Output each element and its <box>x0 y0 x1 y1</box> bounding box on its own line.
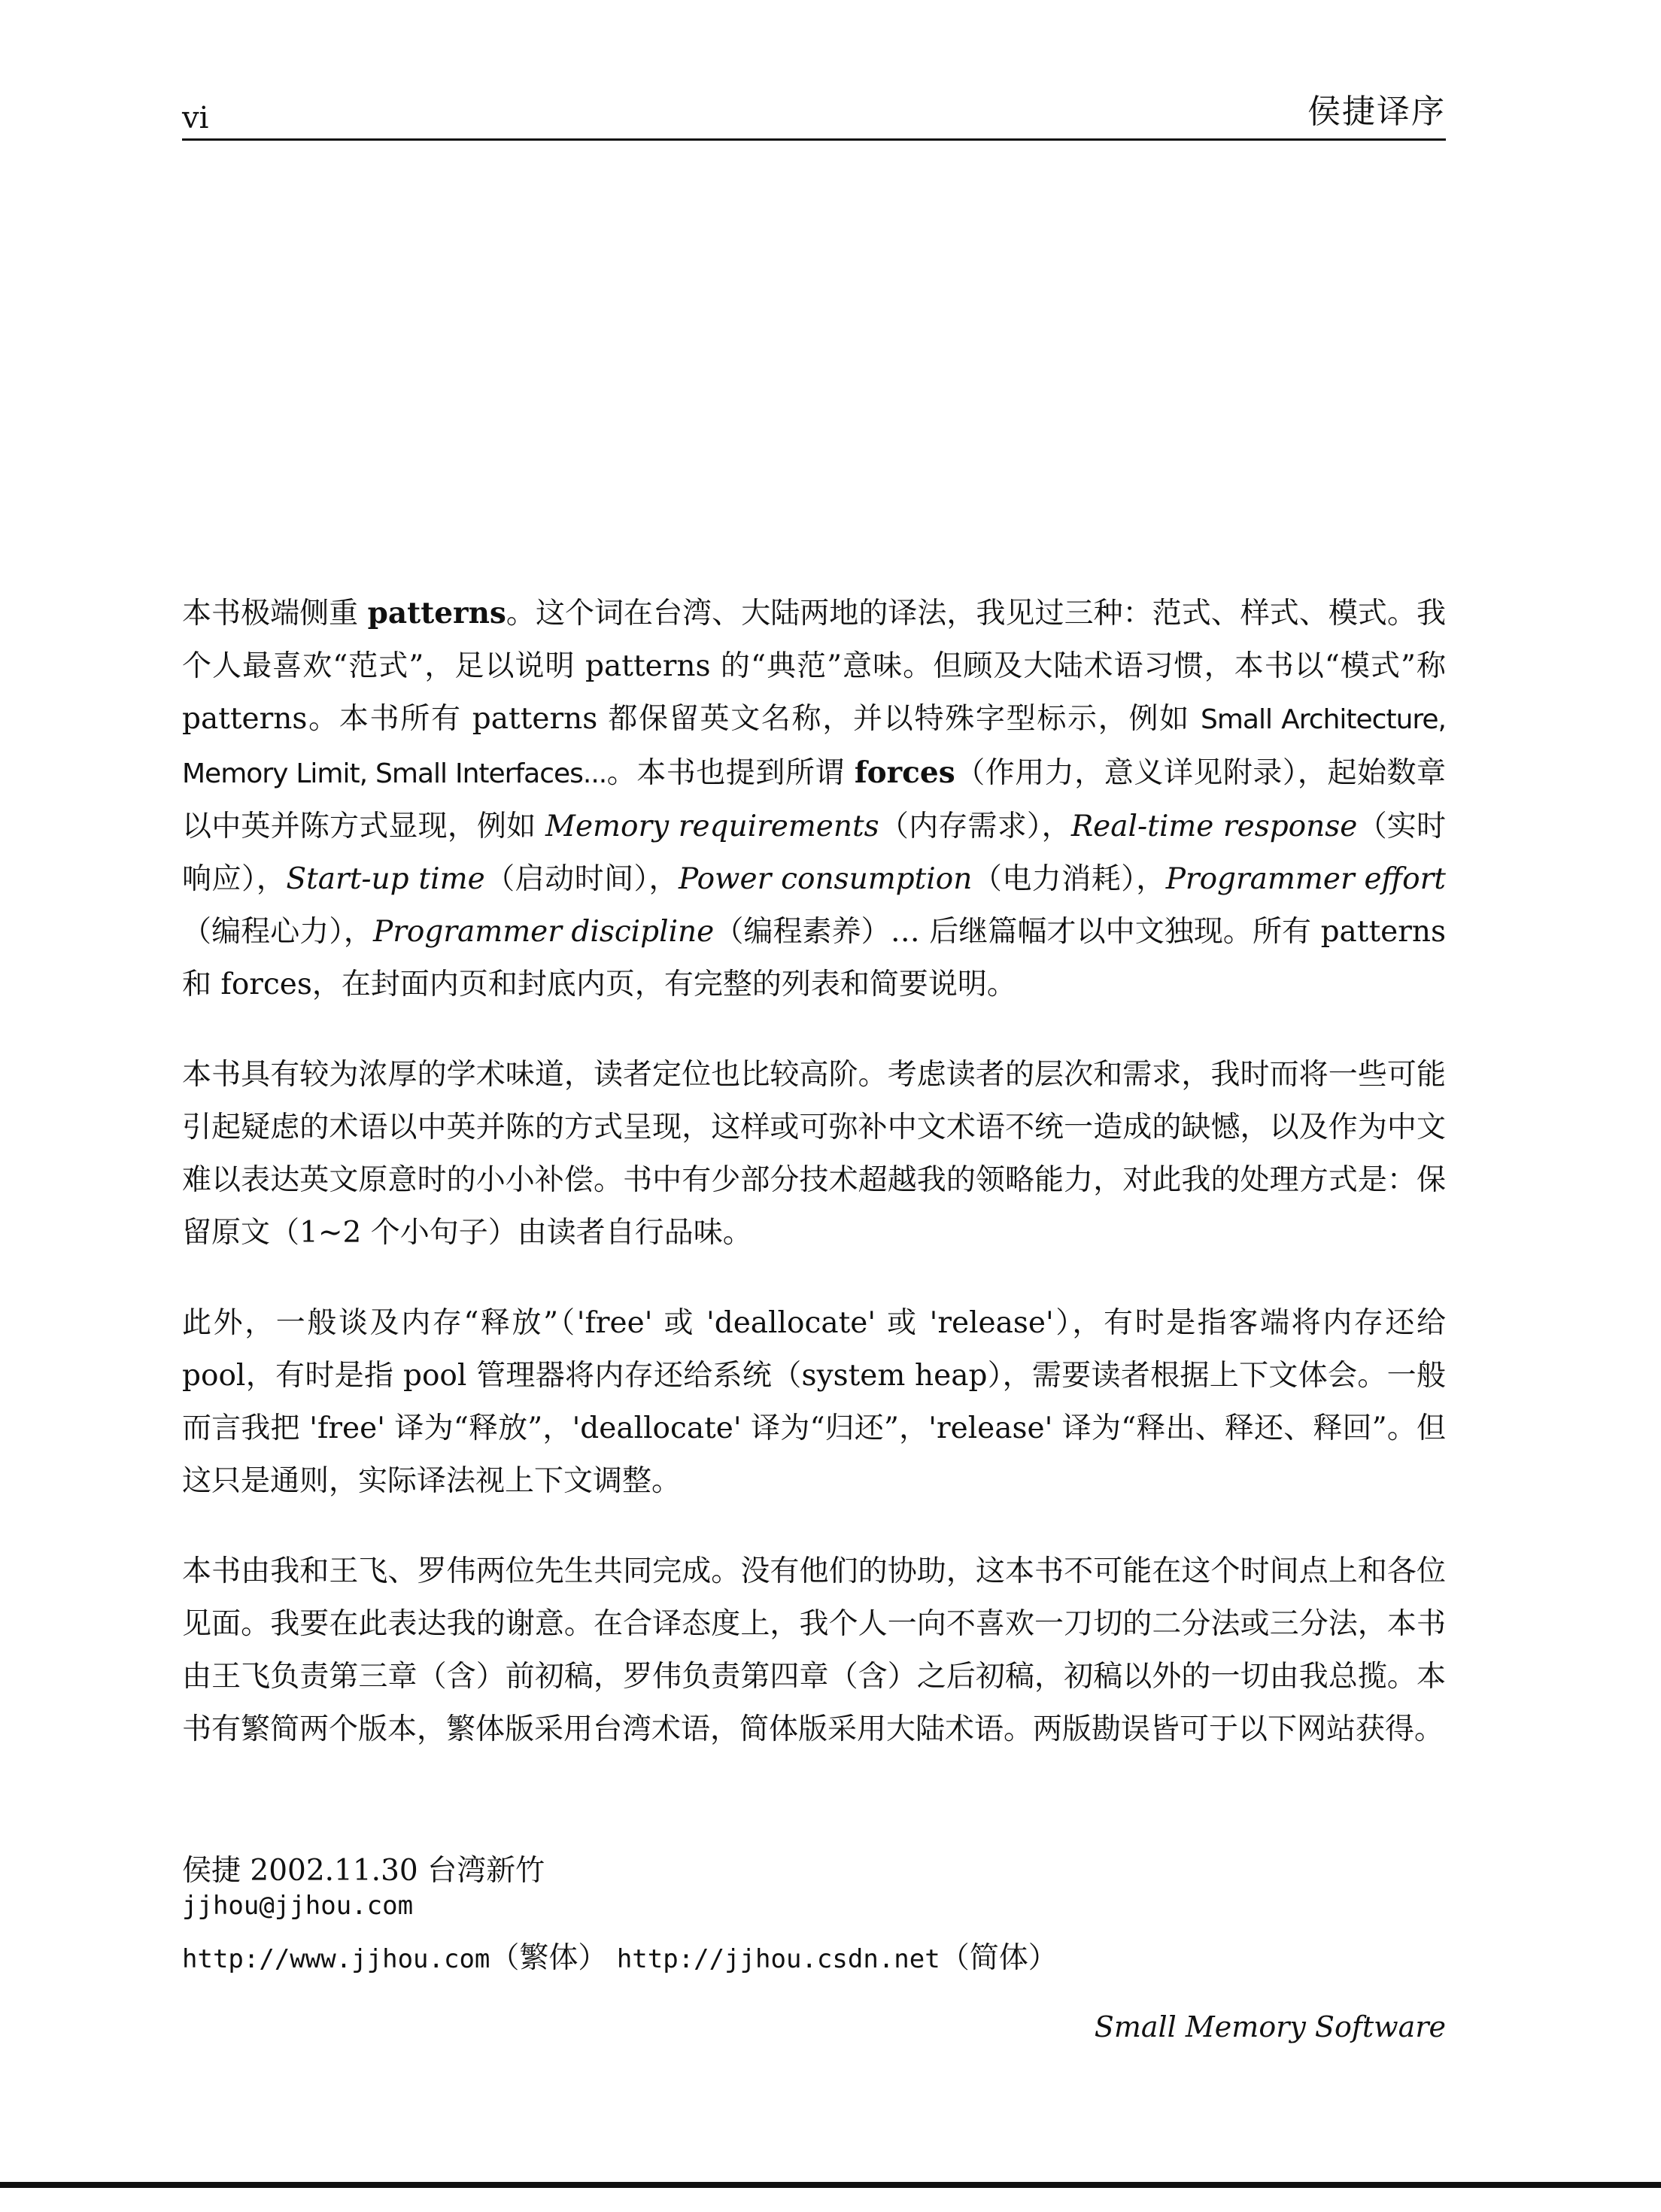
author-date-place: 侯捷 2002.11.30 台湾新竹 <box>182 1854 545 1888</box>
text-run: （编程心力）， <box>182 915 373 949</box>
website-simplified-label: （简体） <box>940 1941 1058 1975</box>
website-links <box>182 1934 1446 1978</box>
bottom-rule <box>0 2182 1661 2188</box>
footer-book-title: Small Memory Software <box>1094 2010 1446 2043</box>
text-run: （电力消耗）， <box>972 862 1166 896</box>
paragraph-release-terms: 此外，一般谈及内存“释放”（'free' 或 'deallocate' 或 'release'），有时是指客端将内存还给 pool，有时是指 pool 管理器将内存还给系统（system heap），需要读者根据上下文体会。一般而言我把 'free' 译为“释放”，'deallocate' 译为“归还”，'release' 译为“释出、释还、释回”。但这只是通则，实际译法视上下文调整。 <box>182 1306 1446 1498</box>
bold-term-forces: forces <box>854 755 955 790</box>
running-title: 侯捷译序 <box>1307 93 1446 131</box>
text-run: 。这个词在台湾、大陆两地的译法，我见过三种：范式、样式、模式。我个人最喜欢“范式”，足以说明 patterns 的“典范”意味。但顾及大陆术语习惯，本书以“模式”称 patterns。本书所有 patterns 都保留英文名称，并以特殊字型标示，例如 <box>182 597 1446 736</box>
text-run: （启动时间）， <box>484 862 679 896</box>
paragraph-audience: 本书具有较为浓厚的学术味道，读者定位也比较高阶。考虑读者的层次和需求，我时而将一些可能引起疑虑的术语以中英并陈的方式呈现，这样或可弥补中文术语不统一造成的缺憾，以及作为中文难以表达英文原意时的小小补偿。书中有少部分技术超越我的领略能力，对此我的处理方式是：保留原文（1~2 个小句子）由读者自行品味。 <box>182 1058 1446 1250</box>
text-run: （内存需求）， <box>879 810 1071 843</box>
text-run: （作用力，意义详见附录），起始数章以中英并陈方式显现，例如 <box>182 756 1446 843</box>
force-real-time-response: Real-time response <box>1070 810 1358 843</box>
bold-term-patterns: patterns <box>367 596 506 630</box>
text-run: （实时响应）， <box>182 810 1446 896</box>
pattern-names-example: Small Architecture, Memory Limit, Small Interfaces... <box>182 704 1446 789</box>
force-power-consumption: Power consumption <box>679 862 973 896</box>
page-number: vi <box>182 101 209 135</box>
force-start-up-time: Start-up time <box>286 862 485 896</box>
body-text <box>182 587 1446 1794</box>
signature-block <box>182 1847 1446 1978</box>
paragraph-patterns <box>182 587 1446 1011</box>
paragraph-acknowledgements: 本书由我和王飞、罗伟两位先生共同完成。没有他们的协助，这本书不可能在这个时间点上和各位见面。我要在此表达我的谢意。在合译态度上，我个人一向不喜欢一刀切的二分法或三分法，本书由王飞负责第三章（含）前初稿，罗伟负责第四章（含）之后初稿，初稿以外的一切由我总揽。本书有繁简两个版本，繁体版采用台湾术语，简体版采用大陆术语。两版勘误皆可于以下网站获得。 <box>182 1554 1446 1746</box>
website-traditional-label: （繁体） <box>490 1941 608 1975</box>
website-traditional-url: http://www.jjhou.com <box>182 1944 490 1974</box>
text-run: 本书极端侧重 <box>182 597 368 630</box>
page-header <box>182 78 1446 141</box>
website-simplified-url: http://jjhou.csdn.net <box>616 1944 940 1974</box>
text-run: 。本书也提到所谓 <box>606 756 855 790</box>
force-memory-requirements: Memory requirements <box>545 810 879 843</box>
force-programmer-discipline: Programmer discipline <box>373 915 715 949</box>
author-email: jjhou@jjhou.com <box>182 1891 414 1921</box>
force-programmer-effort: Programmer effort <box>1165 862 1446 896</box>
text-run: （编程素养）… 后继篇幅才以中文独现。所有 patterns 和 forces，在封面内页和封底内页，有完整的列表和简要说明。 <box>182 915 1447 1001</box>
